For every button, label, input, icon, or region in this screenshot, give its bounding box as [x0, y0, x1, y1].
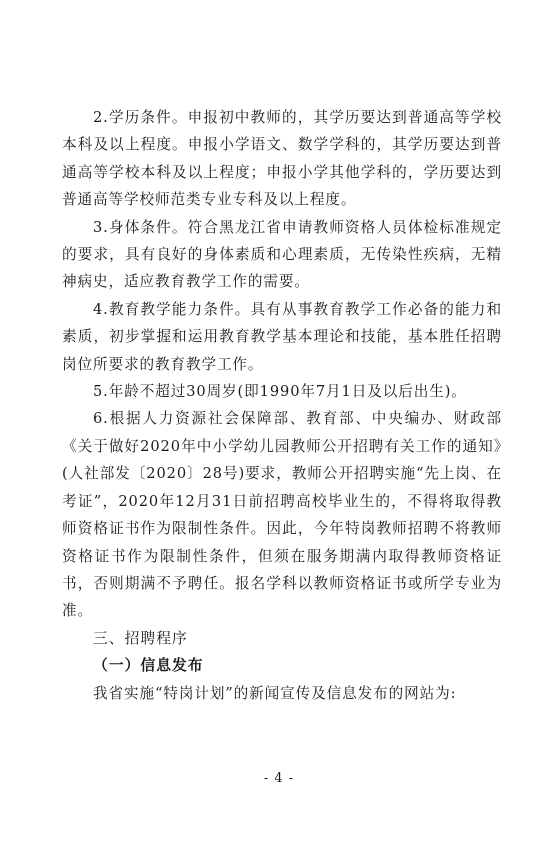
subsection-heading: （一）信息发布	[93, 657, 204, 675]
paragraph-education-requirement: 2.学历条件。申报初中教师的，其学历要达到普通高等学校本科及以上程度。申报小学语文、数学学科的，其学历要达到普通高等学校本科及以上程度；申报小学其他学科的，学历要达到普通高等学校师范类专业专科及以上程度。	[62, 109, 502, 209]
page-number: - 4 -	[263, 771, 295, 786]
paragraph-information-release: 我省实施“特岗计划”的新闻宣传及信息发布的网站为:	[93, 685, 457, 703]
paragraph-health-requirement: 3.身体条件。符合黑龙江省申请教师资格人员体检标准规定的要求，具有良好的身体素质和心理素质，无传染性疾病，无精神病史，适应教育教学工作的需要。	[62, 218, 502, 291]
paragraph-certificate-requirement: 6.根据人力资源社会保障部、教育部、中央编办、财政部《关于做好2020年中小学幼儿园教师公开招聘有关工作的通知》(人社部发〔2020〕28号)要求，教师公开招聘实施“先上岗、在考证”，2020年12月31日前招聘高校毕业生的，不得将取得教师资格证书作为限制性条件。因此，今年特岗教师招聘不将教师资格证书作为限制性条件，但须在服务期满内取得教师资格证书，否则期满不予聘任。报名学科以教师资格证书或所学专业为准。	[62, 410, 502, 620]
paragraph-age-requirement: 5.年龄不超过30周岁(即1990年7月1日及以后出生)。	[93, 383, 467, 401]
section-heading: 三、招聘程序	[93, 629, 188, 647]
paragraph-teaching-ability-requirement: 4.教育教学能力条件。具有从事教育教学工作必备的能力和素质，初步掌握和运用教育教学基本理论和技能，基本胜任招聘岗位所要求的教育教学工作。	[62, 300, 502, 373]
document-body	[62, 104, 502, 708]
